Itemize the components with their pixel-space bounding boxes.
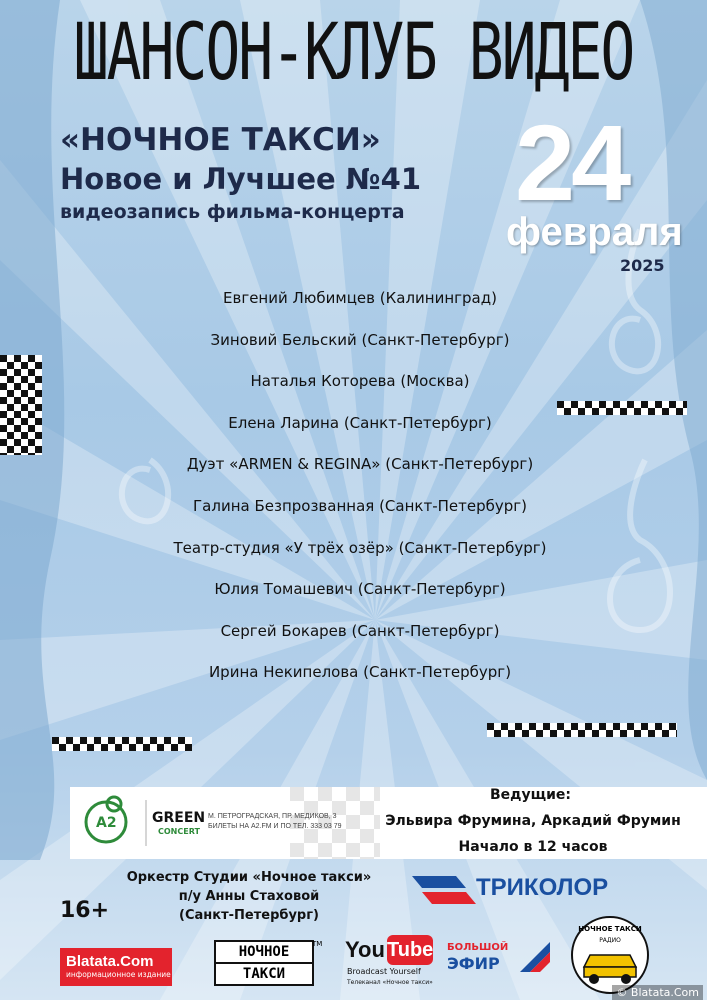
bolshoy-efir-logo: [445, 940, 555, 980]
venue-address: [208, 812, 342, 832]
performers-list: [80, 285, 640, 701]
performer-item: Юлия Томашевич (Санкт-Петербург): [214, 580, 506, 599]
orchestra-line2: п/у Анны Стаховой: [178, 889, 320, 904]
club-title: ШАНСОН-КЛУБ ВИДЕО: [73, 6, 634, 98]
taxi-radio-sub: РАДИО: [599, 937, 621, 944]
youtube-slogan: Broadcast Yourself: [347, 967, 421, 976]
performer-item: Наталья Которева (Москва): [250, 372, 470, 391]
show-name: «НОЧНОЕ ТАКСИ»: [60, 122, 381, 158]
date-year: 2025: [620, 256, 665, 275]
nochnoe-taxi-logo: [208, 940, 323, 986]
taxi-radio-logo: [570, 915, 650, 995]
bolshoy-line1: БОЛЬШОЙ: [447, 942, 509, 953]
venue-address-line1: М. ПЕТРОГРАДСКАЯ, ПР. МЕДИКОВ, 3: [208, 813, 337, 820]
performer-item: Евгений Любимцев (Калининград): [223, 289, 497, 307]
show-description: видеозапись фильма-концерта: [60, 201, 405, 223]
nochnoe-tm: TM: [312, 940, 323, 948]
date-month: февраля: [506, 210, 683, 254]
checker-strip-left-lower: [52, 737, 192, 751]
orchestra-line3: (Санкт-Петербург): [179, 908, 319, 923]
date-day: 24: [515, 102, 628, 223]
checker-strip-left: [0, 355, 42, 455]
performer-item: Сергей Бокарев (Санкт-Петербург): [220, 621, 500, 640]
youtube-logo: [345, 935, 440, 995]
checker-strip-right-lower: [487, 723, 677, 737]
a2-logo-concert: CONCERT: [158, 827, 200, 836]
tricolor-text: ТРИКОЛОР: [476, 874, 609, 901]
venue-address-line2: БИЛЕТЫ НА A2.FM И ПО ТЕЛ. 333 03 79: [208, 823, 342, 830]
youtube-you: You: [345, 937, 385, 962]
performer-item: Ирина Некипелова (Санкт-Петербург): [208, 663, 512, 682]
age-rating: 16+: [60, 898, 110, 923]
start-time: Начало в 12 часов: [458, 839, 608, 855]
performer-item: Галина Безпрозванная (Санкт-Петербург): [193, 496, 527, 515]
bolshoy-line2: ЭФИР: [447, 954, 500, 973]
a2-logo-main: A2: [96, 815, 117, 831]
performer-item: Зиновий Бельский (Санкт-Петербург): [210, 330, 510, 349]
blatata-sub: информационное издание: [66, 970, 171, 979]
performer-item: Елена Ларина (Санкт-Петербург): [228, 413, 492, 432]
hosts-label: Ведущие:: [490, 787, 571, 803]
performer-item: Дуэт «ARMEN & REGINA» (Санкт-Петербург): [186, 455, 534, 474]
youtube-channel: Телеканал «Ночное такси»: [347, 979, 433, 986]
orchestra-line1: Оркестр Студии «Ночное такси»: [126, 870, 372, 885]
youtube-tube: Tube: [387, 935, 433, 965]
performer-item: Театр-студия «У трёх озёр» (Санкт-Петербург): [173, 538, 547, 557]
hosts-names: Эльвира Фрумина, Аркадий Фрумин: [385, 813, 681, 829]
taxi-radio-top: НОЧНОЕ ТАКСИ: [578, 925, 642, 933]
show-subtitle: Новое и Лучшее №41: [60, 162, 422, 196]
orchestra-block: [118, 868, 380, 925]
nochnoe-logo-line2: ТАКСИ: [214, 962, 314, 986]
nochnoe-logo-line1: НОЧНОЕ: [214, 940, 314, 964]
hosts-block: [380, 782, 686, 860]
bolshoy-flag-icon: [520, 942, 550, 972]
blatata-name: Blatata.Com: [66, 953, 154, 970]
copyright: © Blatata.Com: [612, 985, 703, 1000]
a2-logo-green: GREEN: [152, 810, 206, 826]
blatata-logo: [60, 948, 172, 986]
show-info: [60, 120, 421, 226]
